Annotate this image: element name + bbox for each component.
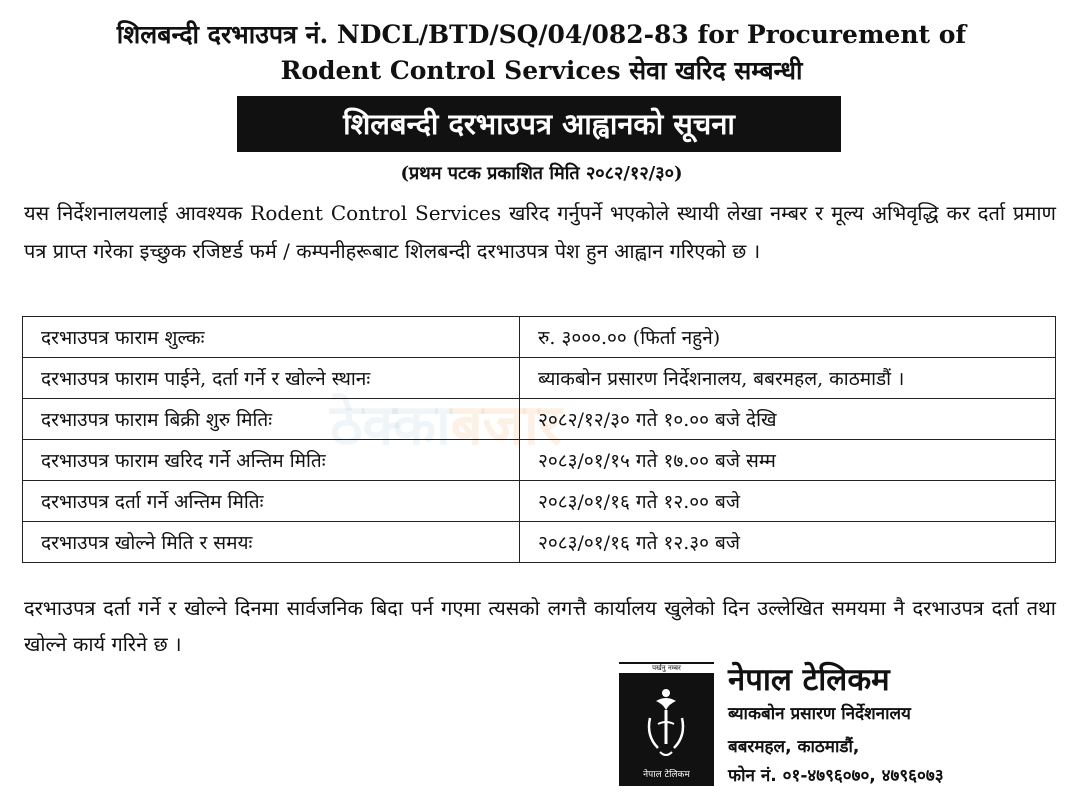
- table-row: [23, 399, 1056, 440]
- row-value: ब्याकबोन प्रसारण निर्देशनालय, बबरमहल, काठमाडौं ।: [520, 358, 1056, 399]
- logo-top-text: पर्खनु नम्बर: [619, 664, 714, 673]
- table-row: [23, 317, 1056, 358]
- row-value: २०८३/०१/१६ गते १२.०० बजे: [520, 481, 1056, 522]
- row-value: २०८२/१२/३० गते १०.०० बजे देखि: [520, 399, 1056, 440]
- issuer-name: नेपाल टेलिकम: [728, 662, 890, 698]
- issuer-phone: फोन नं. ०१-४७९६०७०, ४७९६०७३: [728, 766, 944, 786]
- issuer-department: ब्याकबोन प्रसारण निर्देशनालय: [728, 704, 911, 724]
- publication-date: (प्रथम पटक प्रकाशित मिति २०८२/१२/३०): [400, 163, 683, 184]
- table-row: [23, 440, 1056, 481]
- row-label: दरभाउपत्र खोल्ने मिति र समयः: [23, 522, 520, 563]
- row-value: २०८३/०१/१५ गते १७.०० बजे सम्म: [520, 440, 1056, 481]
- notice-title-line-1: शिलबन्दी दरभाउपत्र नं. NDCL/BTD/SQ/04/082-83 for Procurement of: [116, 20, 967, 49]
- row-label: दरभाउपत्र फाराम पाईने, दर्ता गर्ने र खोल्ने स्थानः: [23, 358, 520, 399]
- table-row: [23, 481, 1056, 522]
- schedule-table: [22, 316, 1056, 563]
- row-label: दरभाउपत्र फाराम शुल्कः: [23, 317, 520, 358]
- row-label: दरभाउपत्र दर्ता गर्ने अन्तिम मितिः: [23, 481, 520, 522]
- row-label: दरभाउपत्र फाराम खरिद गर्ने अन्तिम मितिः: [23, 440, 520, 481]
- notice-title-line-2: Rodent Control Services सेवा खरिद सम्बन्धी: [280, 56, 803, 85]
- table-row: [23, 522, 1056, 563]
- intro-paragraph: यस निर्देशनालयलाई आवश्यक Rodent Control Services खरिद गर्नुपर्ने भएकोले स्थायी लेखा नम्बर र मूल्य अभिवृद्धि कर दर्ता प्रमाण पत्र प्राप्त गरेका इच्छुक रजिष्टर्ड फर्म / कम्पनीहरूबाट शिलबन्दी दरभाउपत्र पेश हुन आह्वान गरिएको छ ।: [24, 201, 1056, 263]
- notice-banner: शिलबन्दी दरभाउपत्र आह्वानको सूचना: [237, 96, 841, 152]
- table-row: [23, 358, 1056, 399]
- row-value: रु. ३०००.०० (फिर्ता नहुने): [520, 317, 1056, 358]
- closing-paragraph: दरभाउपत्र दर्ता गर्ने र खोल्ने दिनमा सार्वजनिक बिदा पर्न गएमा त्यसको लगत्तै कार्यालय खुलेको दिन उल्लेखित समयमा नै दरभाउपत्र दर्ता तथा खोल्ने कार्य गरिने छ ।: [24, 596, 1056, 656]
- nepal-telecom-logo: [619, 662, 714, 786]
- telecom-emblem-icon: [636, 684, 697, 762]
- issuer-address: बबरमहल, काठमाडौं,: [728, 737, 860, 757]
- logo-bottom-text: नेपाल टेलिकम: [643, 770, 690, 780]
- watermark-part-1: ठेक्का: [330, 393, 451, 458]
- watermark-part-2: बजार: [450, 393, 562, 458]
- row-label: दरभाउपत्र फाराम बिक्री शुरु मितिः: [23, 399, 520, 440]
- row-value: २०८३/०१/१६ गते १२.३० बजे: [520, 522, 1056, 563]
